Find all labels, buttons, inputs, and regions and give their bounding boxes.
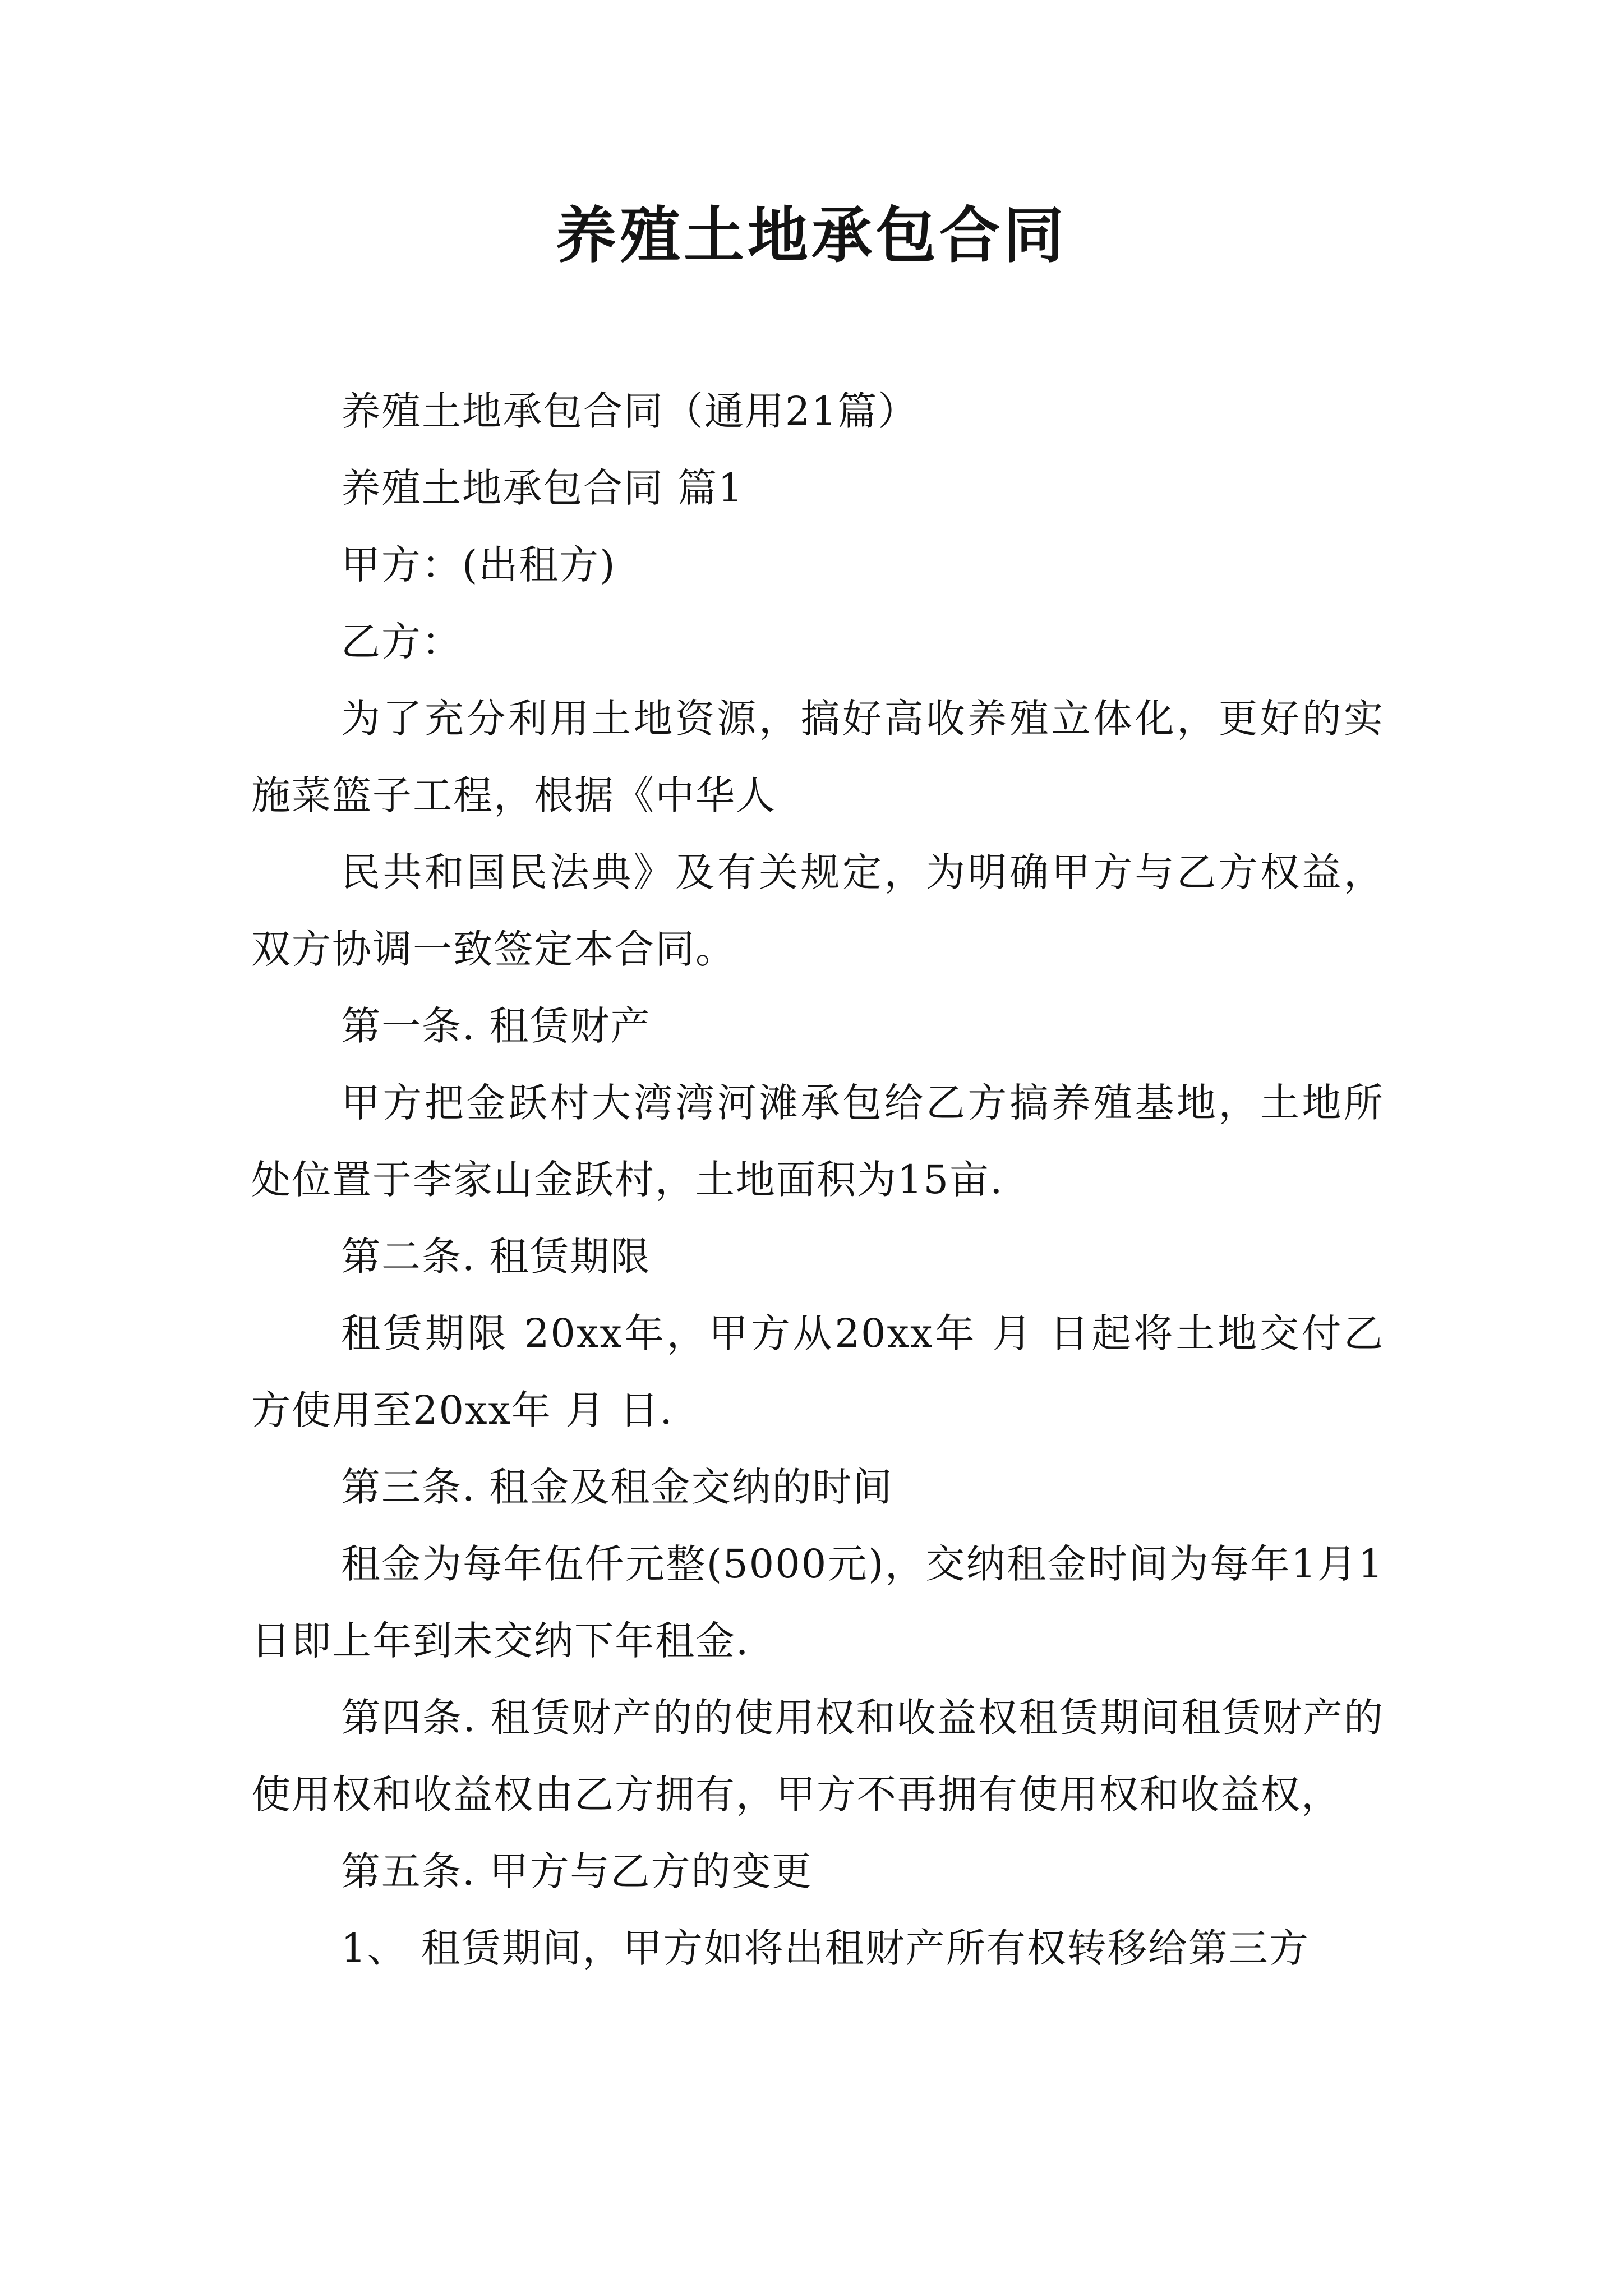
article-2-heading: 第二条. 租赁期限 — [341, 1234, 651, 1280]
article-2-text: 租赁期限 20xx年，甲方从20xx年 月 日起将土地交付乙方使用至20xx年 月 日. — [251, 1310, 1384, 1433]
article-3-text: 租金为每年伍仟元整(5000元)，交纳租金时间为每年1月1日即上年到未交纳下年租金. — [251, 1541, 1384, 1664]
document-body — [251, 373, 1384, 1987]
paragraph-party-a: 甲方：(出租方) — [341, 542, 616, 588]
paragraph-section-title: 养殖土地承包合同 篇1 — [341, 465, 744, 511]
paragraph-purpose-continued: 民共和国民法典》及有关规定，为明确甲方与乙方权益，双方协调一致签定本合同。 — [251, 849, 1384, 972]
paragraph-heading: 养殖土地承包合同（通用21篇） — [341, 388, 919, 434]
article-5-item-1: 1、 租赁期间，甲方如将出租财产所有权转移给第三方 — [341, 1925, 1310, 1971]
article-1-text: 甲方把金跃村大湾湾河滩承包给乙方搞养殖基地，土地所处位置于李家山金跃村，土地面积为15亩. — [251, 1080, 1384, 1203]
article-4-text: 第四条. 租赁财产的的使用权和收益权租赁期间租赁财产的使用权和收益权由乙方拥有，甲方不再拥有使用权和收益权， — [251, 1695, 1384, 1818]
article-3-heading: 第三条. 租金及租金交纳的时间 — [341, 1464, 893, 1510]
document-title: 养殖土地承包合同 — [555, 200, 1067, 271]
article-5-heading: 第五条. 甲方与乙方的变更 — [341, 1848, 813, 1894]
paragraph-purpose: 为了充分利用土地资源，搞好高收养殖立体化，更好的实施菜篮子工程，根据《中华人 — [251, 696, 1384, 818]
article-1-heading: 第一条. 租赁财产 — [341, 1003, 651, 1049]
paragraph-party-b: 乙方： — [341, 619, 462, 665]
